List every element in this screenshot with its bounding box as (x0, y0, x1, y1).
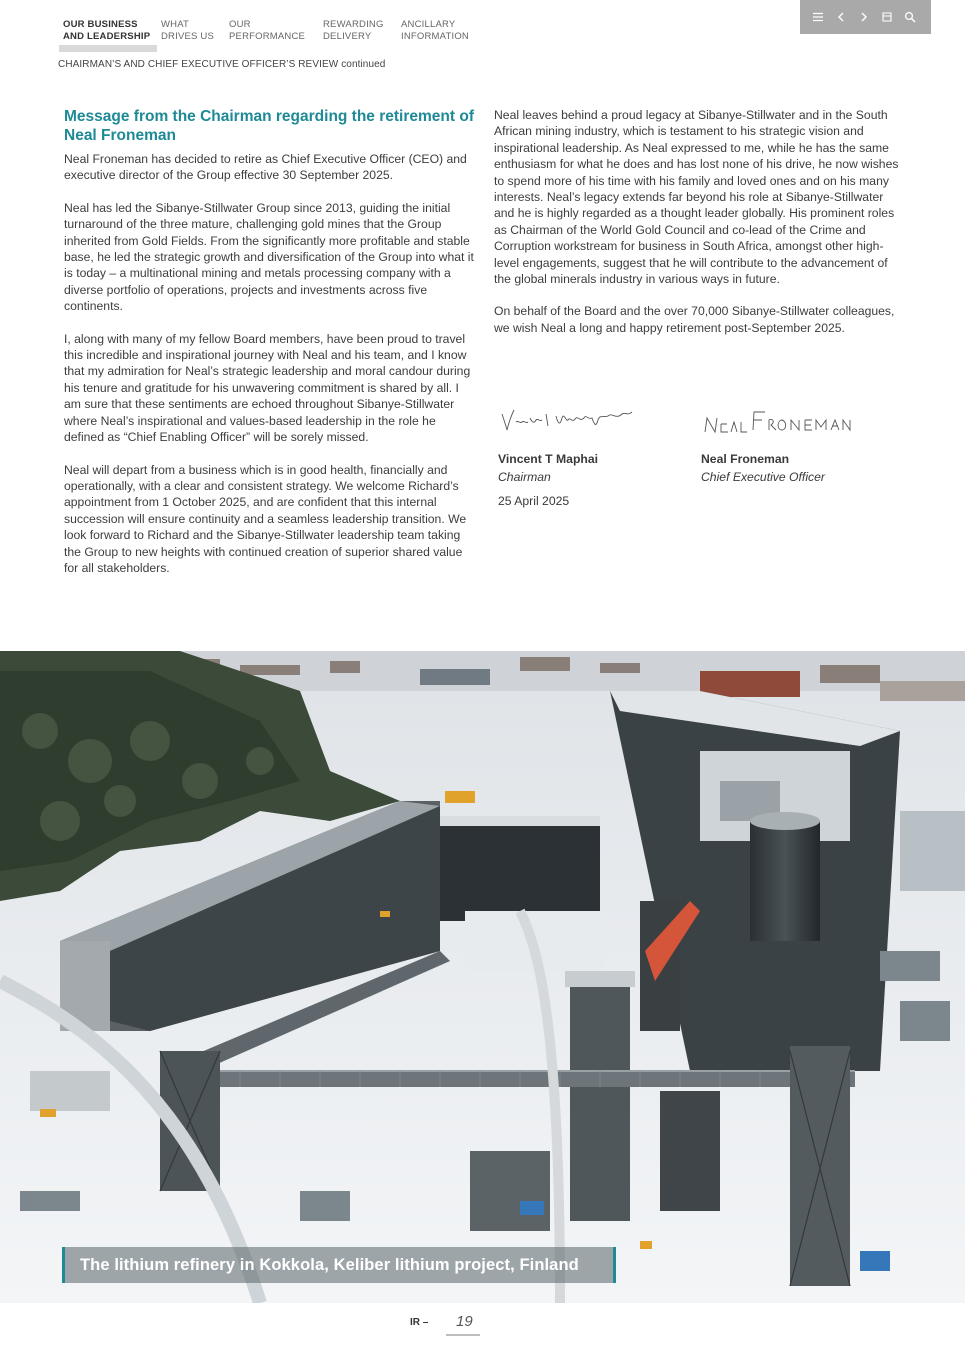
bookmark-icon[interactable] (880, 10, 894, 24)
nav-item-line2: DRIVES US (161, 31, 215, 42)
paragraph: I, along with many of my fellow Board members, have been proud to travel this incredible and inspirational journey with Neal and his team, and I know that my admiration for Neal’s strategic leadership and moral candour during his tenure and gratitude for his unwavering commitment is shared by all. I am sure that these sentiments are echoed throughout Sibanye-Stillwater where Neal’s inspirational and values-based leadership in the role he defined as “Chief Enabling Officer” will be sorely missed. (64, 331, 471, 445)
signatory-role: Chairman (498, 470, 551, 484)
paragraph: Neal leaves behind a proud legacy at Sibanye-Stillwater and in the South African mining industry, which is testament to his strategic vision and inspirational leadership. As Neal expressed to me, while he has the same enthusiasm for what he does and has lost none of his drive, he now wishes to spend more of his time with his family and loved ones and on his many interests. Neal’s legacy extends far beyond his role at Sibanye-Stillwater and he is highly regarded as a thought leader globally. His prominent roles as Chairman of the World Gold Council and co-lead of the Crime and Corruption workstream for business in South Africa, amongst other high-level engagements, suggest that he will contribute to the advancement of the global minerals industry in various ways in future. (494, 108, 899, 287)
nav-item-line1: OUR BUSINESS (63, 19, 138, 30)
top-navigation (63, 19, 491, 43)
nav-item-line2: DELIVERY (323, 31, 372, 42)
nav-item-line2: PERFORMANCE (229, 31, 306, 42)
signatory-role: Chief Executive Officer (701, 470, 825, 484)
signatory-name: Neal Froneman (701, 452, 790, 466)
nav-item-line2: AND LEADERSHIP (63, 31, 151, 42)
nav-item-line1: ANCILLARY (401, 19, 456, 30)
signature-block-ceo (701, 400, 901, 487)
nav-item-ancillary-information[interactable] (401, 19, 491, 43)
ceo-signature-image (701, 400, 851, 440)
section-title (58, 59, 385, 70)
page-number: 19 (456, 1313, 473, 1330)
page-footer (0, 1312, 965, 1342)
nav-item-line1: REWARDING (323, 19, 384, 30)
chevron-left-icon[interactable] (834, 10, 848, 24)
nav-item-rewarding-delivery[interactable] (323, 19, 401, 43)
toolbar (800, 0, 931, 34)
signatory-name: Vincent T Maphai (498, 452, 598, 466)
chevron-right-icon[interactable] (857, 10, 871, 24)
photo-caption-text: The lithium refinery in Kokkola, Keliber lithium project, Finland (80, 1255, 579, 1274)
section-title-continued: continued (341, 59, 386, 70)
nav-item-line1: WHAT (161, 19, 190, 30)
nav-item-line2: INFORMATION (401, 31, 469, 42)
section-title-text: CHAIRMAN’S AND CHIEF EXECUTIVE OFFICER’S REVIEW (58, 59, 339, 70)
refinery-illustration (0, 651, 965, 1303)
nav-item-our-performance[interactable] (229, 19, 323, 43)
left-column (64, 107, 476, 592)
right-column (494, 107, 906, 352)
message-heading: Message from the Chairman regarding the retirement of Neal Froneman (64, 108, 474, 144)
signature-date: 25 April 2025 (498, 494, 570, 508)
refinery-photo (0, 651, 965, 1303)
paragraph: Neal has led the Sibanye-Stillwater Group since 2013, guiding the initial turnaround of the three mature, challenging gold mines that the Group inherited from Gold Fields. From the significantly more profitable and stable base, he led the strategic growth and diversification of the Group into what it is today – a multinational mining and metals processing company with a diverse portfolio of operations, projects and investments across five continents. (64, 200, 474, 314)
search-icon[interactable] (903, 10, 917, 24)
nav-item-what-drives-us[interactable] (161, 19, 229, 43)
nav-item-line1: OUR (229, 19, 251, 30)
active-nav-indicator (59, 45, 157, 52)
paragraph: On behalf of the Board and the over 70,000 Sibanye-Stillwater colleagues, we wish Neal a long and happy retirement post-September 2025. (494, 304, 895, 335)
footer-label: IR – (410, 1317, 429, 1328)
page-number-underline (446, 1334, 480, 1336)
nav-item-our-business[interactable] (63, 19, 161, 43)
signature-block-chairman (498, 400, 698, 487)
menu-icon[interactable] (811, 10, 825, 24)
chairman-signature-image (498, 400, 648, 440)
paragraph: Neal Froneman has decided to retire as Chief Executive Officer (CEO) and executive director of the Group effective 30 September 2025. (64, 152, 467, 183)
photo-caption (62, 1247, 616, 1283)
paragraph: Neal will depart from a business which is in good health, financially and operationally, with a clear and consistent strategy. We welcome Richard’s appointment from 1 October 2025, and are confident that this internal succession will ensure continuity and a seamless leadership transition. We look forward to Richard and the Sibanye-Stillwater leadership team taking the Group to new heights with continued creation of superior shared value for all stakeholders. (64, 462, 467, 575)
